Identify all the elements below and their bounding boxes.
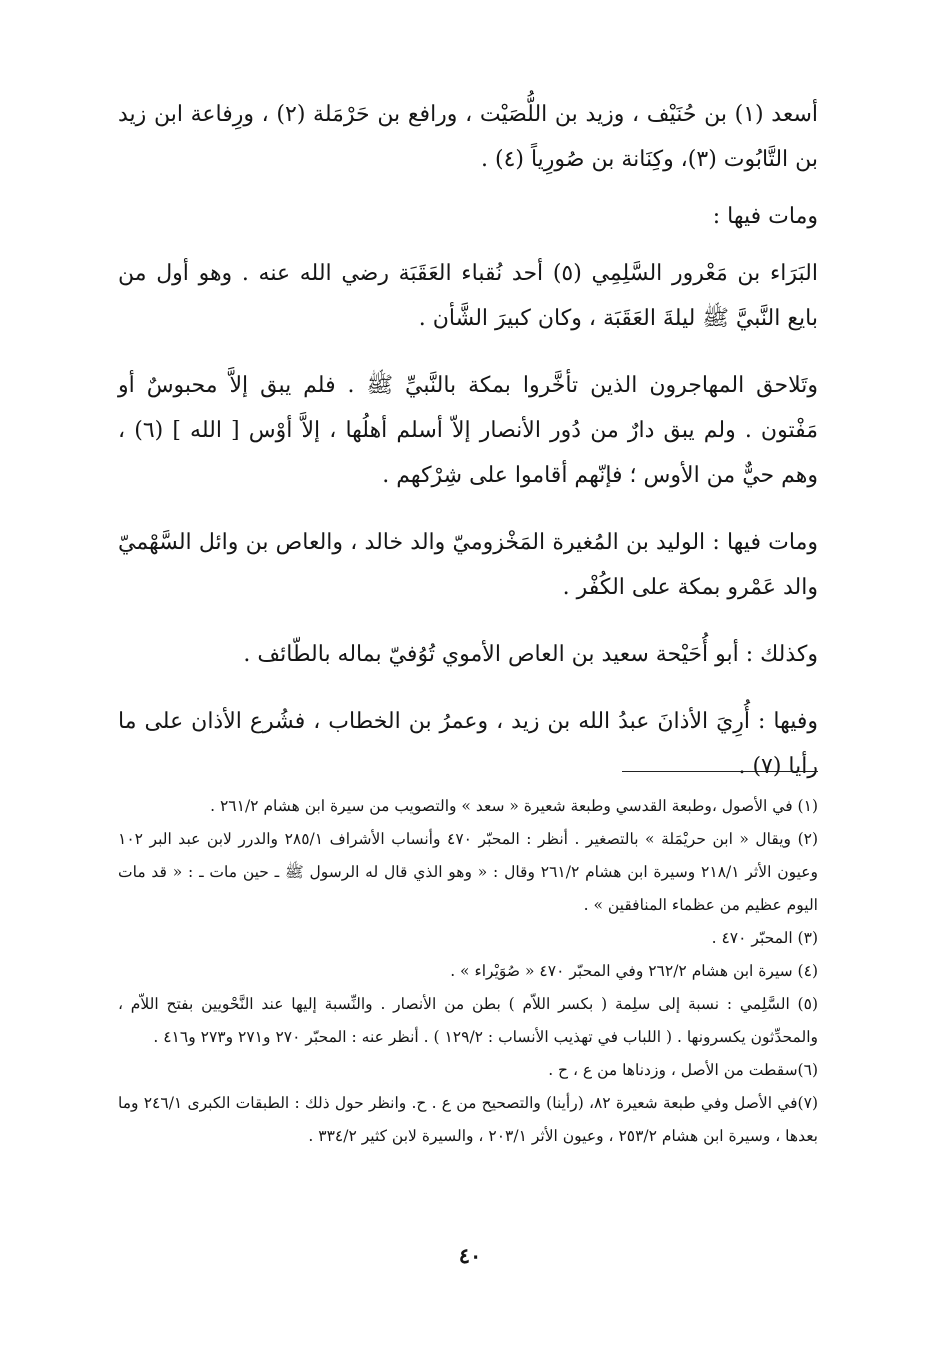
paragraph-6: وكذلك : أبو أُحَيْحة سعيد بن العاص الأموي تُوُفيّ بماله بالطّائف . [243, 642, 818, 667]
footnotes [118, 790, 818, 1153]
footnote-6: (٦)سقطت من الأصل ، وزدناها من ع ، ح . [548, 1061, 818, 1079]
paragraph-5: ومات فيها : الوليد بن المُغيرة المَخْزوميّ والد خالد ، والعاص بن وائل السَّهْميّ والد عَمْرو بمكة على الكُفْر . [118, 530, 818, 600]
footnote-5: (٥) السَّلِمي : نسبة إلى سلِمة ( بكسر اللاّم ) بطن من الأنصار . والنِّسبة إليها عند النَّحْويين بفتح اللاّم ، والمحدِّثون يكسرونها . ( اللباب في تهذيب الأنساب : ١٢٩/٢ ) . أنظر عنه : المحبّر ٢٧٠ و٢٧١ و٢٧٣ و٤١٦ . [118, 995, 818, 1046]
footnote-7: (٧)في الأصل وفي طبعة شعيرة ٨٢، (رأينا) والتصحيح من ع . ح. وانظر حول ذلك : الطبقات الكبرى ٢٤٦/١ وما بعدها ، وسيرة ابن هشام ٢٥٣/٢ ، وعيون الأثر ٢٠٣/١ ، والسيرة لابن كثير ٣٣٤/٢ . [118, 1094, 818, 1145]
main-text [118, 92, 818, 789]
footnote-1: (١) في الأصول ،وطبعة القدسي وطبعة شعيرة « سعد » والتصويب من سيرة ابن هشام ٢٦١/٢ . [210, 797, 818, 815]
footnote-4: (٤) سيرة ابن هشام ٢٦٢/٢ وفي المحبّر ٤٧٠ « صُوَيْراء » . [450, 962, 818, 980]
paragraph-1: أسعد (١) بن حُنَيْف ، وزيد بن اللُّصَيْت ، ورافع بن حَرْمَلة (٢) ، ورِفاعة ابن زيد بن التَّابُوت (٣)، وكِنَانة بن صُورِياً (٤) . [118, 102, 818, 172]
paragraph-3: البَرَاء بن مَعْرور السَّلِمِي (٥) أحد نُقباء العَقَبَة رضي الله عنه . وهو أول من بايع النَّبيَّ ﷺ ليلةَ العَقَبَة ، وكان كبيرَ الشَّأن . [118, 261, 818, 331]
page-number: ٤٠ [458, 1243, 482, 1268]
paragraph-2: ومات فيها : [712, 204, 818, 229]
paragraph-7: وفيها : أُرِيَ الأذانَ عبدُ الله بن زيد ، وعمرُ بن الخطاب ، فشُرع الأذان على ما رأيا (٧) . [118, 709, 818, 779]
paragraph-4: وتَلاحق المهاجرون الذين تأخَّروا بمكة بالنَّبيِّ ﷺ . فلم يبق إلاَّ محبوسٌ أو مَفْتون . ولم يبق دارٌ من دُور الأنصار إلاّ أسلم أهلُها ، إلاَّ أوْس [ الله ] (٦) ، وهم حيٌّ من الأوس ؛ فإنّهم أقاموا على شِرْكهم . [118, 373, 818, 488]
footnote-divider [622, 771, 818, 772]
footnote-3: (٣) المحبّر ٤٧٠ . [711, 929, 818, 947]
footnote-2: (٢) ويقال « ابن حريْمَلة » بالتصغير . أنظر : المحبّر ٤٧٠ وأنساب الأشراف ٢٨٥/١ والدرر لابن عبد البر ١٠٢ وعيون الأثر ٢١٨/١ وسيرة ابن هشام ٢٦١/٢ وقال : « وهو الذي قال له الرسول ﷺ ـ حين مات ـ : « قد مات اليوم عظيم من عظماء المنافقين » . [118, 830, 819, 914]
